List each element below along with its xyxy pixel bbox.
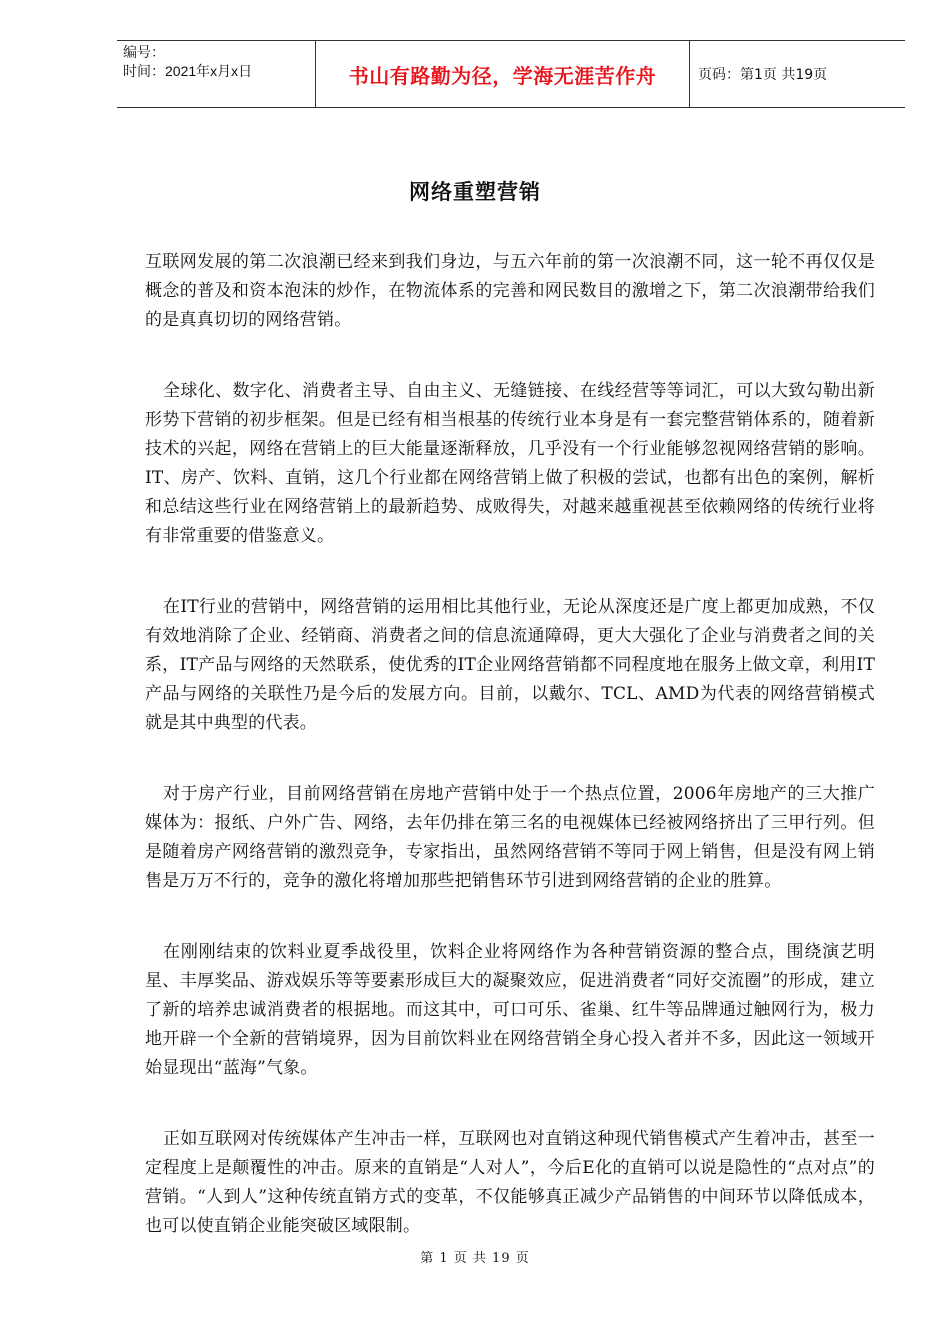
header-page-info: 页码：第1页 共19页: [698, 67, 828, 83]
paragraph-4: 对于房产行业，目前网络营销在房地产营销中处于一个热点位置，2006年房地产的三大推广媒体为：报纸、户外广告、网络，去年仍排在第三名的电视媒体已经被网络挤出了三甲行列。但是随着房产网络营销的激烈竞争，专家指出，虽然网络营销不等同于网上销售，但是没有网上销售是万万不行的，竞争的激化将增加那些把销售环节引进到网络营销的企业的胜算。: [145, 784, 875, 891]
paragraph-3: 在IT行业的营销中，网络营销的运用相比其他行业，无论从深度还是广度上都更加成熟，不仅有效地消除了企业、经销商、消费者之间的信息流通障碍，更大大强化了企业与消费者之间的关系，IT产品与网络的天然联系，使优秀的IT企业网络营销都不同程度地在服务上做文章，利用IT产品与网络的关联性乃是今后的发展方向。目前，以戴尔、TCL、AMD为代表的网络营销模式就是其中典型的代表。: [145, 597, 876, 733]
time-label: 时间：2021年x月x日: [123, 63, 253, 79]
document-body: [145, 248, 875, 1283]
document-header: [117, 40, 905, 108]
header-motto: 书山有路勤为径，学海无涯苦作舟: [316, 41, 690, 107]
paragraph-5: 在刚刚结束的饮料业夏季战役里，饮料企业将网络作为各种营销资源的整合点，围绕演艺明星、丰厚奖品、游戏娱乐等等要素形成巨大的凝聚效应，促进消费者“同好交流圈”的形成，建立了新的培养忠诚消费者的根据地。而这其中，可口可乐、雀巢、红牛等品牌通过触网行为，极力地开辟一个全新的营销境界，因为目前饮料业在网络营销全身心投入者并不多，因此这一领域开始显现出“蓝海”气象。: [145, 942, 875, 1078]
paragraph-6: 正如互联网对传统媒体产生冲击一样，互联网也对直销这种现代销售模式产生着冲击，甚至一定程度上是颠覆性的冲击。原来的直销是“人对人”，今后E化的直销可以说是隐性的“点对点”的营销。“人到人”这种传统直销方式的变革，不仅能够真正减少产品销售的中间环节以降低成本，也可以使直销企业能突破区域限制。: [145, 1129, 875, 1236]
paragraph-1: 互联网发展的第二次浪潮已经来到我们身边，与五六年前的第一次浪潮不同，这一轮不再仅仅是概念的普及和资本泡沫的炒作，在物流体系的完善和网民数目的激增之下，第二次浪潮带给我们的是真真切切的网络营销。: [145, 252, 875, 330]
page-footer: 第 1 页 共 19 页: [420, 1251, 530, 1266]
number-label: 编号：: [123, 44, 165, 60]
document-title: 网络重塑营销: [409, 180, 541, 204]
header-meta: [117, 41, 316, 107]
paragraph-2: 全球化、数字化、消费者主导、自由主义、无缝链接、在线经营等等词汇，可以大致勾勒出新形势下营销的初步框架。但是已经有相当根基的传统行业本身是有一套完整营销体系的，随着新技术的兴起，网络在营销上的巨大能量逐渐释放，几乎没有一个行业能够忽视网络营销的影响。IT、房产、饮料、直销，这几个行业都在网络营销上做了积极的尝试，也都有出色的案例，解析和总结这些行业在网络营销上的最新趋势、成败得失，对越来越重视甚至依赖网络的传统行业将有非常重要的借鉴意义。: [145, 381, 875, 546]
